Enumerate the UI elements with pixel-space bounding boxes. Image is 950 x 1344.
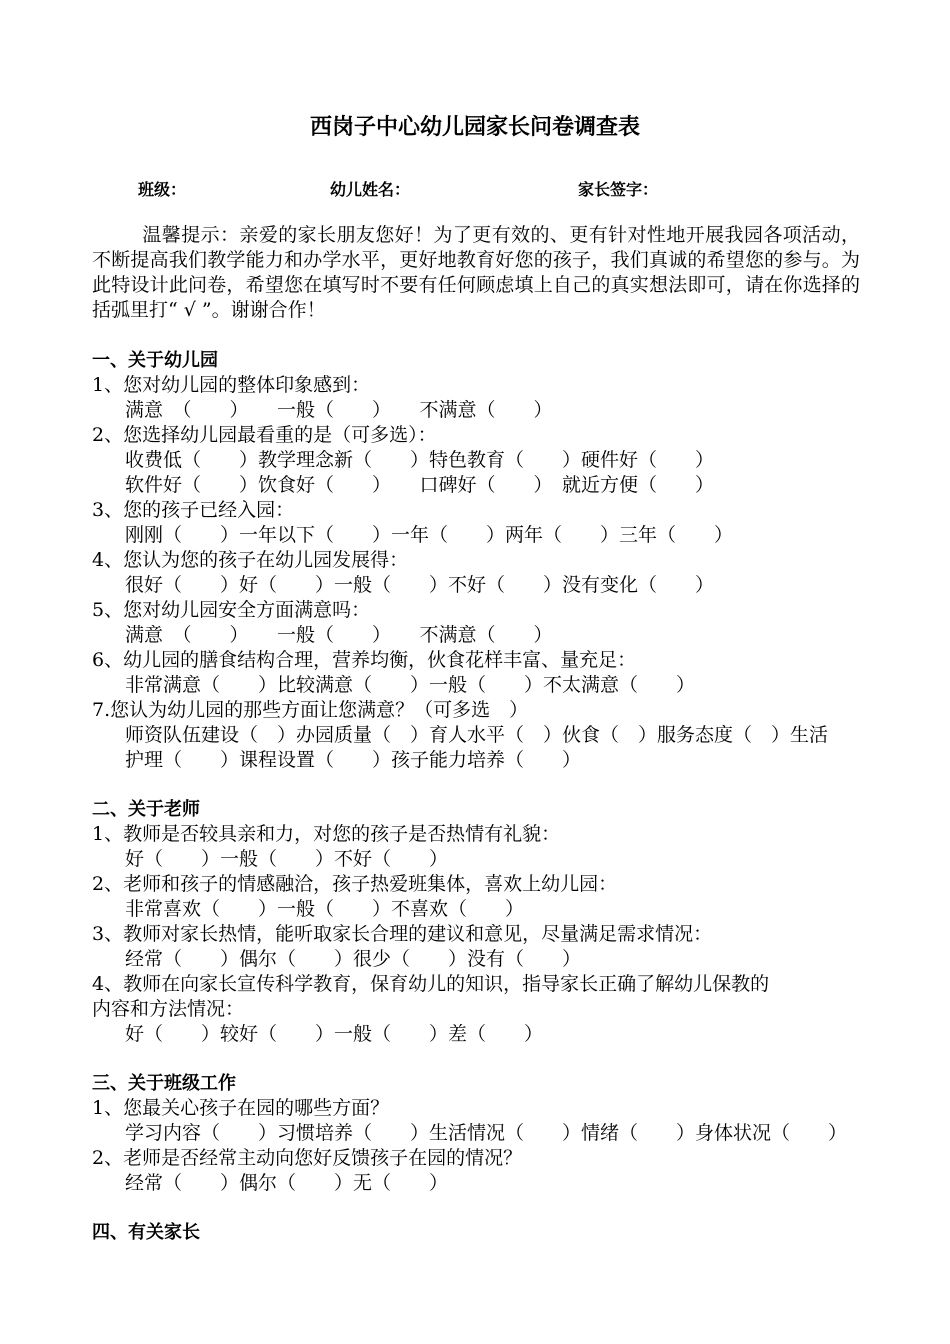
answer-options: 很好（ ）好（ ）一般（ ）不好（ ）没有变化（ ） xyxy=(125,574,715,596)
answer-options: 学习内容（ ）习惯培养（ ）生活情况（ ）情绪（ ）身体状况（ ） xyxy=(125,1122,848,1144)
answer-options: 护理（ ）课程设置（ ）孩子能力培养（ ） xyxy=(125,749,582,771)
answer-options: 满意 （ ） 一般（ ） 不满意（ ） xyxy=(125,624,553,646)
section-heading: 二、关于老师 xyxy=(92,799,200,820)
question-text: 1、您最关心孩子在园的哪些方面？ xyxy=(92,1097,390,1119)
question-text: 1、您对幼儿园的整体印象感到： xyxy=(92,374,371,396)
answer-options: 刚刚（ ）一年以下（ ）一年（ ）两年（ ）三年（ ） xyxy=(125,524,734,546)
section-heading: 一、关于幼儿园 xyxy=(92,350,218,371)
section-spacer xyxy=(92,1047,862,1071)
answer-options: 好（ ）一般（ ）不好（ ） xyxy=(125,848,449,870)
answer-options: 经常（ ）偶尔（ ）很少（ ）没有（ ） xyxy=(125,948,582,970)
intro-paragraph xyxy=(92,223,860,323)
section-heading: 三、关于班级工作 xyxy=(92,1073,236,1094)
question-text: 4、教师在向家长宣传科学教育，保育幼儿的知识，指导家长正确了解幼儿保教的 xyxy=(92,973,770,995)
child-name-field-label: 幼儿姓名： xyxy=(330,180,411,199)
page-title: 西岗子中心幼儿园家长问卷调查表 xyxy=(309,115,640,140)
answer-options: 好（ ）较好（ ）一般（ ）差（ ） xyxy=(125,1023,544,1045)
question-list xyxy=(92,348,862,1245)
question-text: 6、幼儿园的膳食结构合理，营养均衡，伙食花样丰富、量充足： xyxy=(92,649,637,671)
question-text: 1、教师是否较具亲和力，对您的孩子是否热情有礼貌： xyxy=(92,823,561,845)
answer-options: 经常（ ）偶尔（ ）无（ ） xyxy=(125,1172,449,1194)
answer-options: 师资队伍建设（ ）办园质量（ ）育人水平（ ）伙食（ ）服务态度（ ）生活 xyxy=(125,724,829,746)
question-text: 2、老师是否经常主动向您好反馈孩子在园的情况？ xyxy=(92,1147,523,1169)
section-spacer xyxy=(92,773,862,797)
question-text: 3、您的孩子已经入园： xyxy=(92,499,295,521)
answer-options: 满意 （ ） 一般（ ） 不满意（ ） xyxy=(125,399,553,421)
answer-options: 收费低（ ）教学理念新（ ）特色教育（ ）硬件好（ ） xyxy=(125,449,715,471)
section-spacer xyxy=(92,1196,862,1220)
answer-options: 非常喜欢（ ）一般（ ）不喜欢（ ） xyxy=(125,898,525,920)
question-text: 2、老师和孩子的情感融洽，孩子热爱班集体，喜欢上幼儿园： xyxy=(92,873,618,895)
question-text: 2、您选择幼儿园最看重的是（可多选）： xyxy=(92,424,437,446)
question-text: 3、教师对家长热情，能听取家长合理的建议和意见，尽量满足需求情况： xyxy=(92,923,713,945)
class-field-label: 班级： xyxy=(138,180,187,199)
question-text: 内容和方法情况： xyxy=(92,998,245,1020)
answer-options: 软件好（ ）饮食好（ ） 口碑好（ ） 就近方便（ ） xyxy=(125,474,715,496)
answer-options: 非常满意（ ）比较满意（ ）一般（ ）不太满意（ ） xyxy=(125,674,696,696)
intro-text: 温馨提示：亲爱的家长朋友您好！为了更有效的、更有针对性地开展我园各项活动，不断提高我们教学能力和办学水平，更好地教育好您的孩子，我们真诚的希望您的参与。为此特设计此问卷，希望您在填写时不要有任何顾虑填上自己的真实想法即可，请在你选择的括弧里打“ √ ”。谢谢合作！ xyxy=(92,224,860,321)
parent-signature-field-label: 家长签字： xyxy=(578,180,659,199)
info-fields xyxy=(0,177,950,201)
question-text: 4、您认为您的孩子在幼儿园发展得： xyxy=(92,549,409,571)
section-heading: 四、有关家长 xyxy=(92,1222,200,1243)
question-text: 7.您认为幼儿园的那些方面让您满意？（可多选 ） xyxy=(92,699,529,721)
question-text: 5、您对幼儿园安全方面满意吗： xyxy=(92,599,371,621)
